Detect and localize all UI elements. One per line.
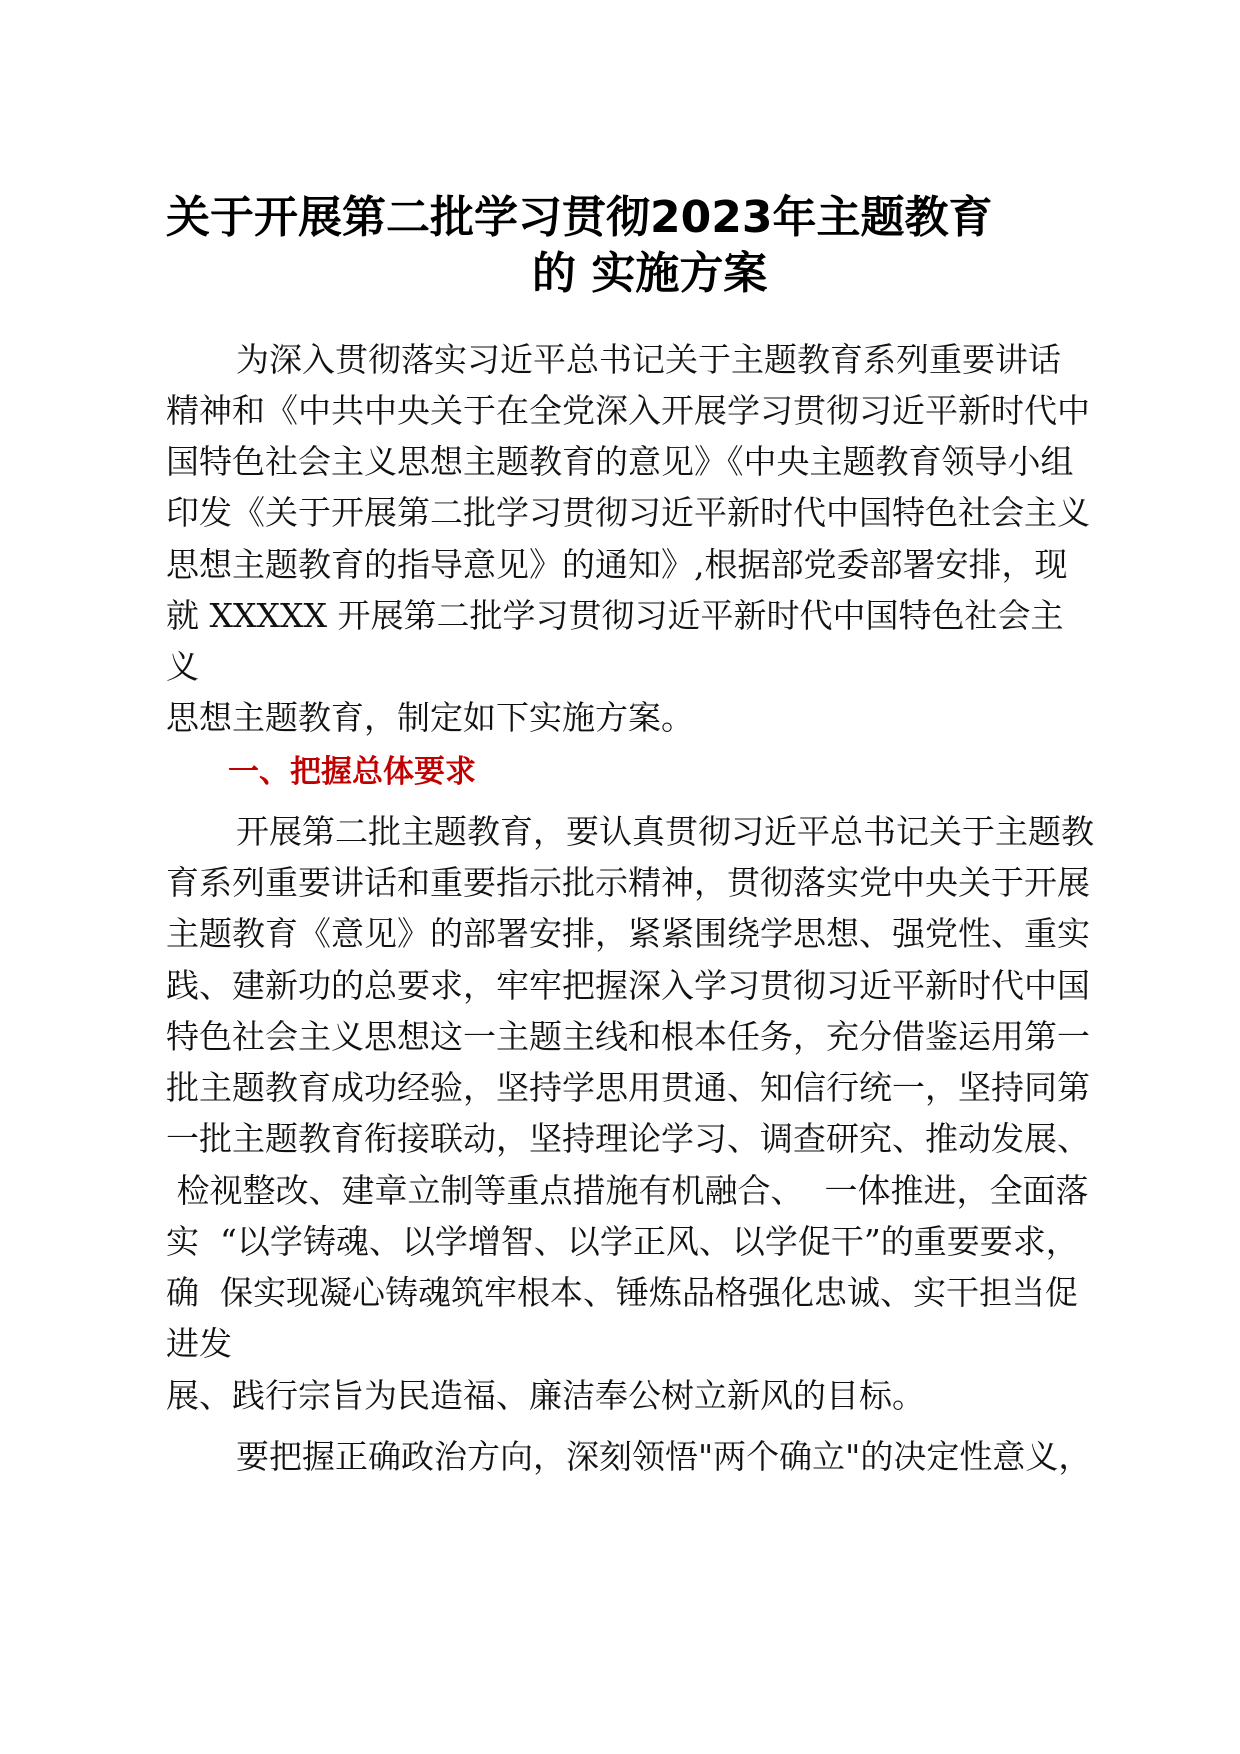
section-line: 特色社会主义思想这一主题主线和根本任务，充分借鉴运用第一 [166,1017,1090,1056]
section-line: 主题教育《意见》的部署安排，紧紧围绕学思想、强党性、重实 [166,914,1090,953]
section-line: 进发 [166,1324,232,1363]
section-line: 育系列重要讲话和重要指示批示精神，贯彻落实党中央关于开展 [166,863,1090,902]
intro-line: 精神和《中共中央关于在全党深入开展学习贯彻习近平新时代中 [166,391,1090,430]
intro-line: 义 [166,647,199,686]
document-title-line-2: 的 实施方案 [532,248,768,299]
intro-line: 思想主题教育的指导意见》的通知》,根据部党委部署安排，现 [166,545,1068,584]
document-title-line-1: 关于开展第二批学习贯彻2023年主题教育 [166,192,993,243]
section-line: 要把握正确政治方向，深刻领悟"两个确立"的决定性意义， [236,1437,1092,1476]
section-line: 践、建新功的总要求，牢牢把握深入学习贯彻习近平新时代中国 [166,966,1090,1005]
section-heading: 一、把握总体要求 [228,754,476,790]
intro-line: 思想主题教育，制定如下实施方案。 [166,698,694,737]
section-line: 开展第二批主题教育，要认真贯彻习近平总书记关于主题教 [236,812,1094,851]
section-line: 一批主题教育衔接联动，坚持理论学习、调查研究、推动发展、 [166,1119,1090,1158]
section-line: 确 保实现凝心铸魂筑牢根本、锤炼品格强化忠诚、实干担当促 [166,1273,1078,1312]
section-line: 批主题教育成功经验，坚持学思用贯通、知信行统一，坚持同第 [166,1068,1090,1107]
intro-line: 为深入贯彻落实习近平总书记关于主题教育系列重要讲话 [236,340,1061,379]
section-line: 展、践行宗旨为民造福、廉洁奉公树立新风的目标。 [166,1376,925,1415]
intro-line: 印发《关于开展第二批学习贯彻习近平新时代中国特色社会主义 [166,493,1090,532]
section-line: 实 “以学铸魂、以学增智、以学正风、以学促干”的重要要求， [166,1222,1079,1261]
intro-line: 就 XXXXX 开展第二批学习贯彻习近平新时代中国特色社会主 [166,596,1064,635]
section-line: 检视整改、建章立制等重点措施有机融合、 一体推进，全面落 [166,1171,1089,1210]
intro-line: 国特色社会主义思想主题教育的意见》《中央主题教育领导小组 [166,442,1074,481]
